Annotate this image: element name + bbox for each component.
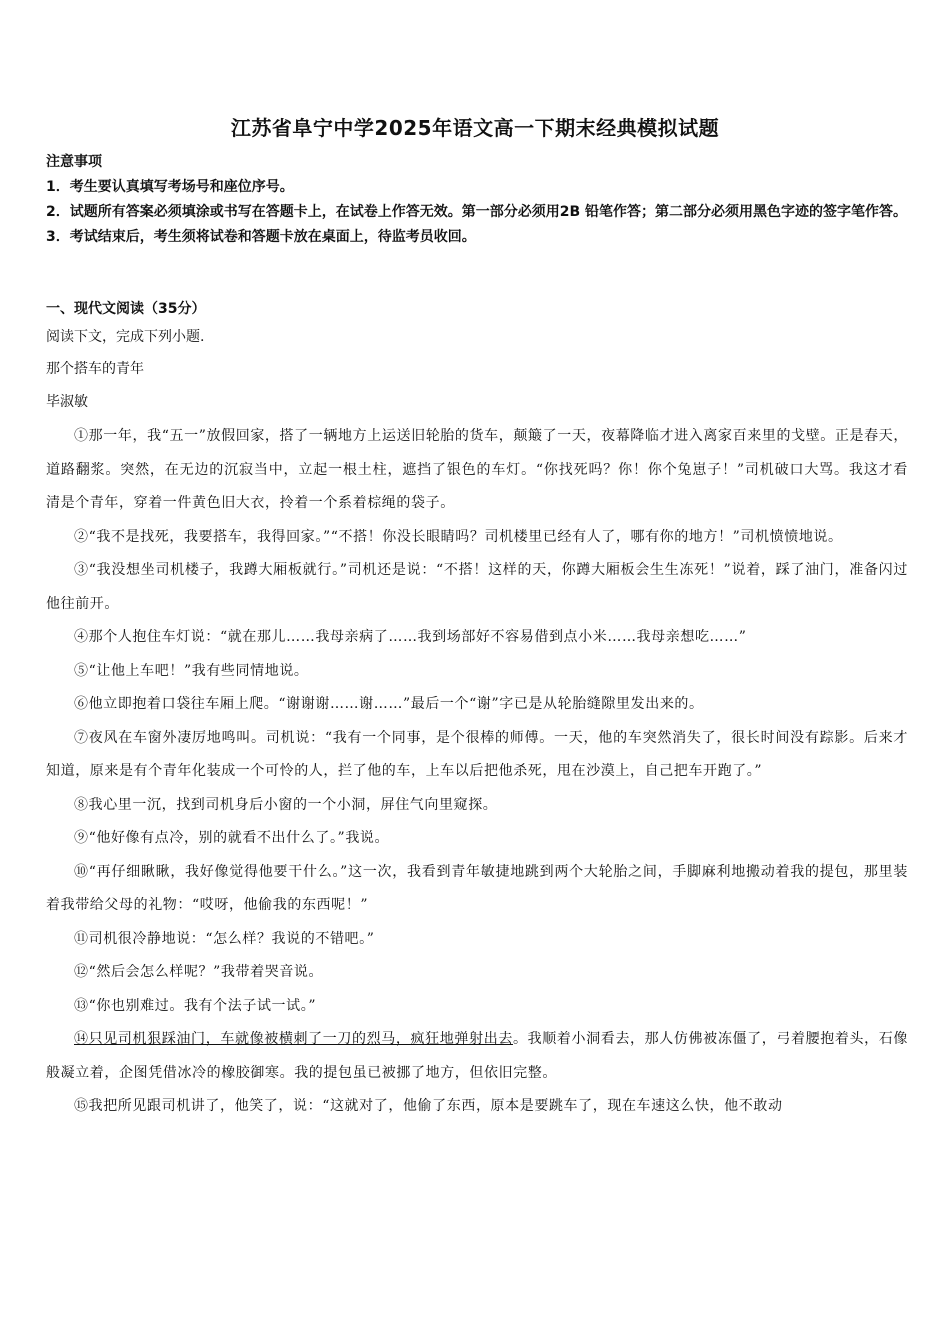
reading-instruction: 阅读下文，完成下列小题. [46, 329, 205, 345]
story-title: 那个搭车的青年 [46, 361, 144, 377]
notice-item: 1．考生要认真填写考场号和座位序号。 [46, 179, 294, 195]
paragraph: ⑤“让他上车吧！”我有些同情地说。 [74, 662, 309, 679]
section-heading: 一、现代文阅读（35分） [46, 301, 206, 317]
paragraph: ⑫“然后会怎么样呢？”我带着哭音说。 [74, 964, 324, 980]
page-title: 江苏省阜宁中学2025年语文高一下期末经典模拟试题 [230, 116, 720, 140]
paragraph-rest: 。我顺着小洞看去，那人仿佛被冻僵了，弓着腰抱着头，石像般凝立着，企图凭借冰冷的橡胶御寒。我的提包虽已被挪了地方，但依旧完整。 [46, 1031, 909, 1081]
notice-item: 2．试题所有答案必须填涂或书写在答题卡上，在试卷上作答无效。第一部分必须用2B 铅笔作答；第二部分必须用黑色字迹的签字笔作答。 [46, 204, 908, 220]
paragraph: ③“我没想坐司机楼子，我蹲大厢板就行。”司机还是说：“不搭！这样的天，你蹲大厢板会生生冻死！”说着，踩了油门，准备闪过他往前开。 [46, 562, 908, 612]
paragraph: ⑮我把所见跟司机讲了，他笑了，说：“这就对了，他偷了东西，原本是要跳车了，现在车速这么快，他不敢动 [74, 1098, 783, 1114]
paragraph: ⑨“他好像有点冷，别的就看不出什么了。”我说。 [74, 830, 390, 846]
paragraph: ①那一年，我“五一”放假回家，搭了一辆地方上运送旧轮胎的货车，颠簸了一天，夜幕降临才进入离家百来里的戈壁。正是春天，道路翻浆。突然，在无边的沉寂当中，立起一根土柱，遮挡了银色的车灯。“你找死吗？你！你个兔崽子！”司机破口大骂。我这才看清是个青年，穿着一件黄色旧大衣，拎着一个系着棕绳的袋子。 [46, 428, 908, 511]
paragraph: ⑩“再仔细瞅瞅，我好像觉得他要干什么。”这一次，我看到青年敏捷地跳到两个大轮胎之间，手脚麻利地搬动着我的提包，那里装着我带给父母的礼物：“哎呀，他偷我的东西呢！” [46, 863, 908, 913]
notice-item: 3．考试结束后，考生须将试卷和答题卡放在桌面上，待监考员收回。 [46, 229, 476, 245]
underlined-sentence: ⑭只见司机狠踩油门，车就像被横刺了一刀的烈马，疯狂地弹射出去 [74, 1031, 513, 1047]
paragraph: ②“我不是找死，我要搭车，我得回家。”“不搭！你没长眼睛吗？司机楼里已经有人了，哪有你的地方！”司机愤愤地说。 [74, 528, 843, 545]
paragraph: ④那个人抱住车灯说：“就在那儿……我母亲病了……我到场部好不容易借到点小米……我母亲想吃……” [74, 629, 747, 645]
notice-block [46, 150, 908, 250]
paragraph: ⑧我心里一沉，找到司机身后小窗的一个小洞，屏住气向里窥探。 [74, 796, 498, 813]
paragraph: ⑪司机很冷静地说：“怎么样？我说的不错吧。” [74, 930, 375, 947]
paragraph: ⑦夜风在车窗外凄厉地鸣叫。司机说：“我有一个同事，是个很棒的师傅。一天，他的车突然消失了，很长时间没有踪影。后来才知道，原来是有个青年化装成一个可怜的人，拦了他的车，上车以后把他杀死，甩在沙漠上，自己把车开跑了。” [46, 729, 908, 779]
story-body [46, 420, 908, 1124]
paragraph: ⑥他立即抱着口袋往车厢上爬。“谢谢谢……谢……”最后一个“谢”字已是从轮胎缝隙里发出来的。 [74, 696, 704, 712]
notice-heading: 注意事项 [46, 154, 102, 170]
story-author: 毕淑敏 [46, 394, 88, 410]
paragraph [46, 1023, 908, 1090]
paragraph: ⑬“你也别难过。我有个法子试一试。” [74, 997, 317, 1014]
